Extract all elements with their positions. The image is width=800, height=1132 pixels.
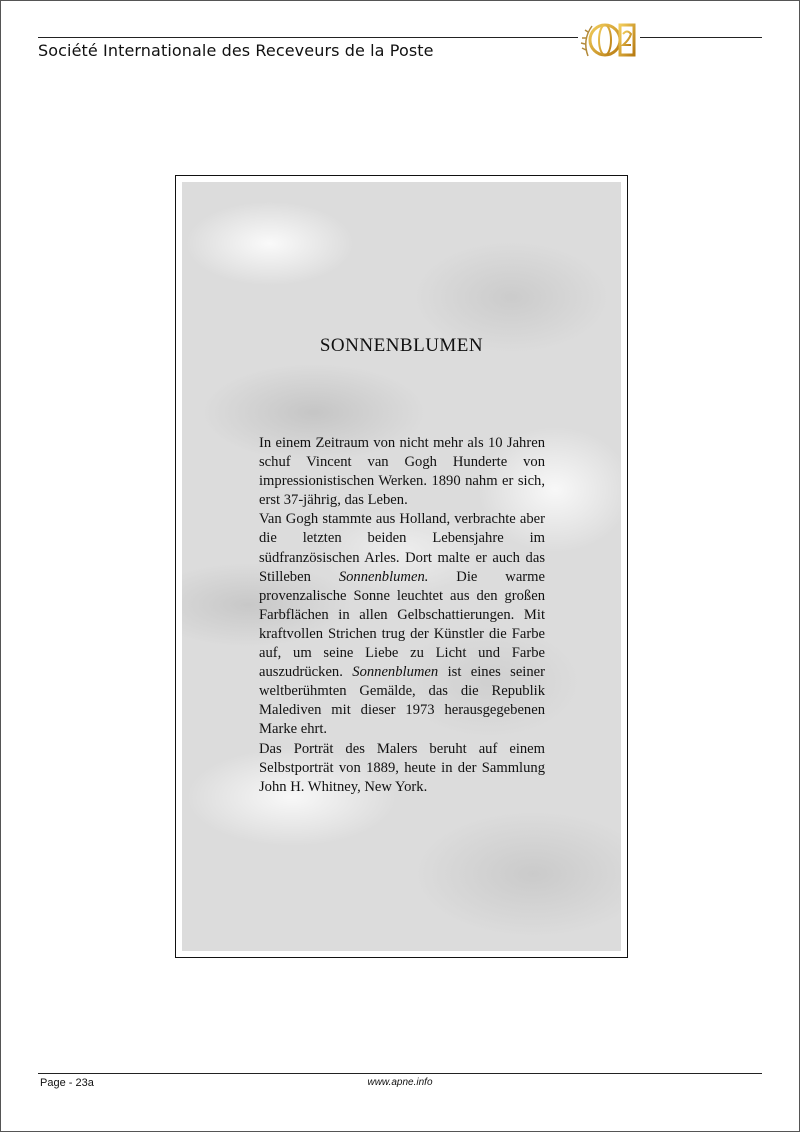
footer-rule	[38, 1073, 762, 1074]
article-paragraph	[259, 510, 545, 739]
page-number: Page - 23a	[40, 1077, 94, 1089]
apne-globe-logo-icon	[580, 18, 640, 62]
article-body	[259, 434, 545, 797]
paragraph-text: ist eines seiner weltberühmten Gemälde, das die Republik Malediven mit dieser 1973 herausgegebenen Marke ehrt.	[259, 664, 545, 738]
stamp-text-card	[175, 175, 628, 958]
header-title: Société Internationale des Receveurs de la Poste	[38, 41, 434, 60]
paragraph-text: Das Porträt des Malers beruht auf einem Selbstporträt von 1889, heute in der Sammlung John H. Whitney, New York.	[259, 740, 545, 795]
article-paragraph	[259, 434, 545, 510]
italic-title-text: Sonnenblumen.	[338, 568, 429, 585]
paragraph-text: In einem Zeitraum von nicht mehr als 10 Jahren schuf Vincent van Gogh Hunderte von impressionistischen Werken. 1890 nahm er sich, erst 37-jährig, das Leben.	[259, 435, 545, 509]
article-paragraph	[259, 740, 545, 797]
footer-url: www.apne.info	[367, 1077, 433, 1088]
italic-title-text: Sonnenblumen	[352, 664, 439, 681]
marbled-paper-background	[182, 182, 621, 951]
header-rule-left	[38, 37, 578, 38]
paragraph-text: Van Gogh stammte aus Holland, verbrachte aber die letzten beiden Lebensjahre im südfranzösischen Arles. Dort malte er auch das Stilleben	[259, 511, 545, 585]
header-rule-right	[640, 37, 762, 38]
paragraph-text: Die warme provenzalische Sonne leuchtet aus den großen Farbflächen in allen Gelbschattierungen. Mit kraftvollen Strichen trug der Künstler die Farbe auf, um seine Liebe zu Licht und Farbe auszudrücken.	[259, 568, 545, 681]
article-title: SONNENBLUMEN	[319, 335, 484, 356]
